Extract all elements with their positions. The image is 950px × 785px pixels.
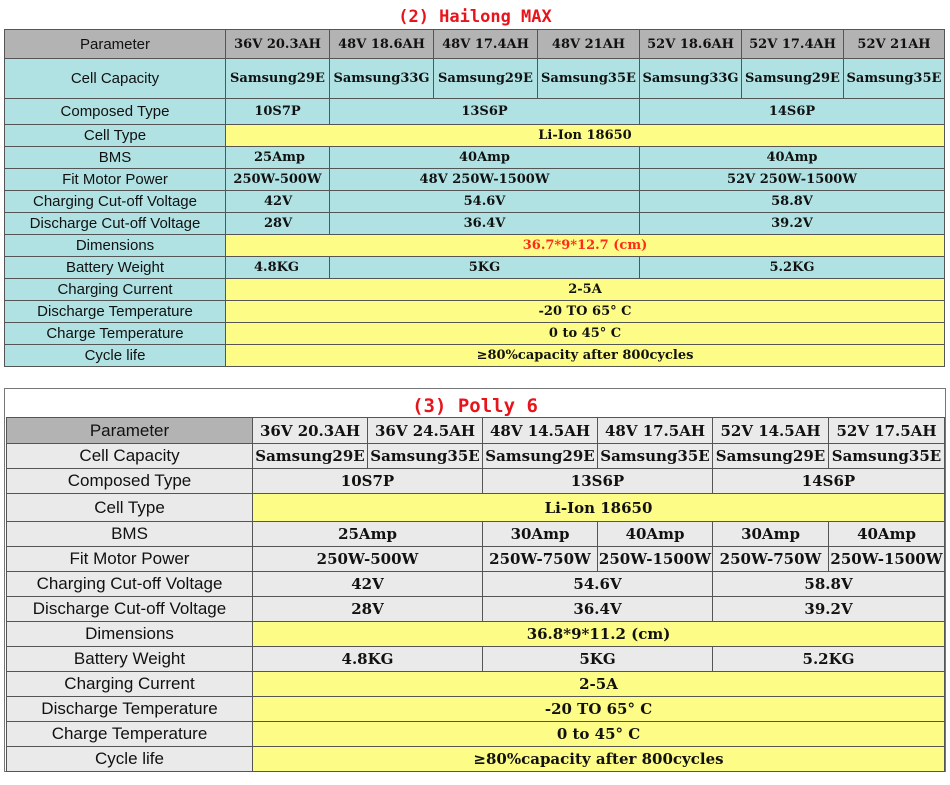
table-cell: 39.2V <box>640 213 945 235</box>
table-cell: 54.6V <box>330 191 640 213</box>
table-row <box>7 469 945 494</box>
table-cell: 39.2V <box>713 597 945 622</box>
table-row <box>5 169 945 191</box>
table-row <box>5 99 945 125</box>
table-cell: 36.4V <box>330 213 640 235</box>
table-cell: Li-Ion 18650 <box>253 494 945 522</box>
table-cell: -20 TO 65° C <box>253 697 945 722</box>
table-cell: 250W-750W <box>483 547 598 572</box>
table-cell: 250W-500W <box>253 547 483 572</box>
table-cell: ≥80%capacity after 800cycles <box>226 345 945 367</box>
table-cell: 40Amp <box>330 147 640 169</box>
table-cell: 40Amp <box>598 522 713 547</box>
table-row <box>7 672 945 697</box>
table-row <box>7 522 945 547</box>
table-cell: 4.8KG <box>226 257 330 279</box>
header-cell: 52V 18.6AH <box>640 30 742 59</box>
table-row <box>5 301 945 323</box>
table-cell: 52V 250W-1500W <box>640 169 945 191</box>
table-cell: 250W-1500W <box>829 547 945 572</box>
row-label: Fit Motor Power <box>5 169 226 191</box>
table-cell: Samsung29E <box>713 444 829 469</box>
row-label: Charging Current <box>5 279 226 301</box>
table-row <box>5 191 945 213</box>
row-label: Cell Capacity <box>5 59 226 99</box>
table-row <box>7 622 945 647</box>
table-cell: 250W-1500W <box>598 547 713 572</box>
header-cell: 52V 21AH <box>844 30 945 59</box>
header-cell: Parameter <box>5 30 226 59</box>
table-cell: 54.6V <box>483 572 713 597</box>
row-label: Composed Type <box>5 99 226 125</box>
row-label: Cycle life <box>5 345 226 367</box>
header-cell: Parameter <box>7 418 253 444</box>
table-row <box>5 235 945 257</box>
table-cell: 13S6P <box>330 99 640 125</box>
row-label: BMS <box>7 522 253 547</box>
table-cell: 2-5A <box>253 672 945 697</box>
row-label: Battery Weight <box>7 647 253 672</box>
table-cell: 10S7P <box>253 469 483 494</box>
table-cell: 4.8KG <box>253 647 483 672</box>
table-cell: Samsung29E <box>483 444 598 469</box>
table-cell: 48V 250W-1500W <box>330 169 640 191</box>
table-cell: 0 to 45° C <box>253 722 945 747</box>
table-cell: 10S7P <box>226 99 330 125</box>
table-cell: 40Amp <box>640 147 945 169</box>
table-cell: Samsung35E <box>538 59 640 99</box>
header-cell: 48V 17.5AH <box>598 418 713 444</box>
table-row <box>5 213 945 235</box>
spec-table <box>6 417 945 772</box>
header-row <box>7 418 945 444</box>
row-label: Charging Cut-off Voltage <box>5 191 226 213</box>
row-label: Cell Type <box>5 125 226 147</box>
header-cell: 48V 14.5AH <box>483 418 598 444</box>
table-row <box>7 722 945 747</box>
header-row <box>5 30 945 59</box>
header-cell: 48V 21AH <box>538 30 640 59</box>
row-label: Discharge Cut-off Voltage <box>7 597 253 622</box>
table-cell: 58.8V <box>640 191 945 213</box>
table-cell: 25Amp <box>253 522 483 547</box>
table-row <box>7 572 945 597</box>
row-label: Charge Temperature <box>7 722 253 747</box>
table-cell: 42V <box>253 572 483 597</box>
table-cell: 36.7*9*12.7 (cm) <box>226 235 945 257</box>
header-cell: 36V 20.3AH <box>253 418 368 444</box>
table-cell: Samsung29E <box>226 59 330 99</box>
row-label: Fit Motor Power <box>7 547 253 572</box>
header-cell: 52V 14.5AH <box>713 418 829 444</box>
row-label: Discharge Temperature <box>7 697 253 722</box>
table-cell: 36.4V <box>483 597 713 622</box>
table-cell: 30Amp <box>483 522 598 547</box>
table-row <box>5 279 945 301</box>
row-label: Cycle life <box>7 747 253 772</box>
table-row <box>7 697 945 722</box>
table-cell: 5.2KG <box>640 257 945 279</box>
header-cell: 52V 17.4AH <box>742 30 844 59</box>
table-row <box>7 547 945 572</box>
table-cell: 5.2KG <box>713 647 945 672</box>
table-row <box>7 647 945 672</box>
table-cell: 2-5A <box>226 279 945 301</box>
table-cell: 42V <box>226 191 330 213</box>
row-label: Battery Weight <box>5 257 226 279</box>
row-label: Charge Temperature <box>5 323 226 345</box>
table-cell: 13S6P <box>483 469 713 494</box>
table-cell: Samsung33G <box>640 59 742 99</box>
table-cell: Samsung35E <box>598 444 713 469</box>
table-row <box>5 125 945 147</box>
table-row <box>7 597 945 622</box>
spec-table <box>4 29 945 367</box>
table-row <box>7 444 945 469</box>
row-label: BMS <box>5 147 226 169</box>
header-cell: 36V 24.5AH <box>368 418 483 444</box>
row-label: Charging Cut-off Voltage <box>7 572 253 597</box>
table-cell: ≥80%capacity after 800cycles <box>253 747 945 772</box>
table-row <box>5 147 945 169</box>
table-cell: Samsung35E <box>844 59 945 99</box>
row-label: Cell Type <box>7 494 253 522</box>
row-label: Charging Current <box>7 672 253 697</box>
table-cell: 58.8V <box>713 572 945 597</box>
table-cell: 250W-750W <box>713 547 829 572</box>
table-cell: 28V <box>226 213 330 235</box>
table-cell: Samsung29E <box>434 59 538 99</box>
table-row <box>5 345 945 367</box>
row-label: Dimensions <box>5 235 226 257</box>
table-cell: 30Amp <box>713 522 829 547</box>
table-cell: 5KG <box>330 257 640 279</box>
table-row <box>7 494 945 522</box>
table-cell: Samsung29E <box>253 444 368 469</box>
table-cell: 14S6P <box>640 99 945 125</box>
table-cell: Samsung29E <box>742 59 844 99</box>
table-cell: -20 TO 65° C <box>226 301 945 323</box>
table-cell: 25Amp <box>226 147 330 169</box>
header-cell: 48V 17.4AH <box>434 30 538 59</box>
table-cell: Li-Ion 18650 <box>226 125 945 147</box>
table-row <box>7 747 945 772</box>
table-cell: 5KG <box>483 647 713 672</box>
header-cell: 36V 20.3AH <box>226 30 330 59</box>
row-label: Composed Type <box>7 469 253 494</box>
table-cell: Samsung35E <box>368 444 483 469</box>
spec-title: (2) Hailong MAX <box>398 7 552 27</box>
row-label: Cell Capacity <box>7 444 253 469</box>
table-row <box>5 257 945 279</box>
row-label: Discharge Temperature <box>5 301 226 323</box>
header-cell: 52V 17.5AH <box>829 418 945 444</box>
table-cell: 14S6P <box>713 469 945 494</box>
table-cell: 36.8*9*11.2 (cm) <box>253 622 945 647</box>
row-label: Dimensions <box>7 622 253 647</box>
spec-title: (3) Polly 6 <box>412 395 538 417</box>
table-cell: Samsung33G <box>330 59 434 99</box>
table-cell: 28V <box>253 597 483 622</box>
table-cell: 250W-500W <box>226 169 330 191</box>
table-row <box>5 59 945 99</box>
table-cell: Samsung35E <box>829 444 945 469</box>
table-cell: 40Amp <box>829 522 945 547</box>
row-label: Discharge Cut-off Voltage <box>5 213 226 235</box>
header-cell: 48V 18.6AH <box>330 30 434 59</box>
table-row <box>5 323 945 345</box>
table-cell: 0 to 45° C <box>226 323 945 345</box>
